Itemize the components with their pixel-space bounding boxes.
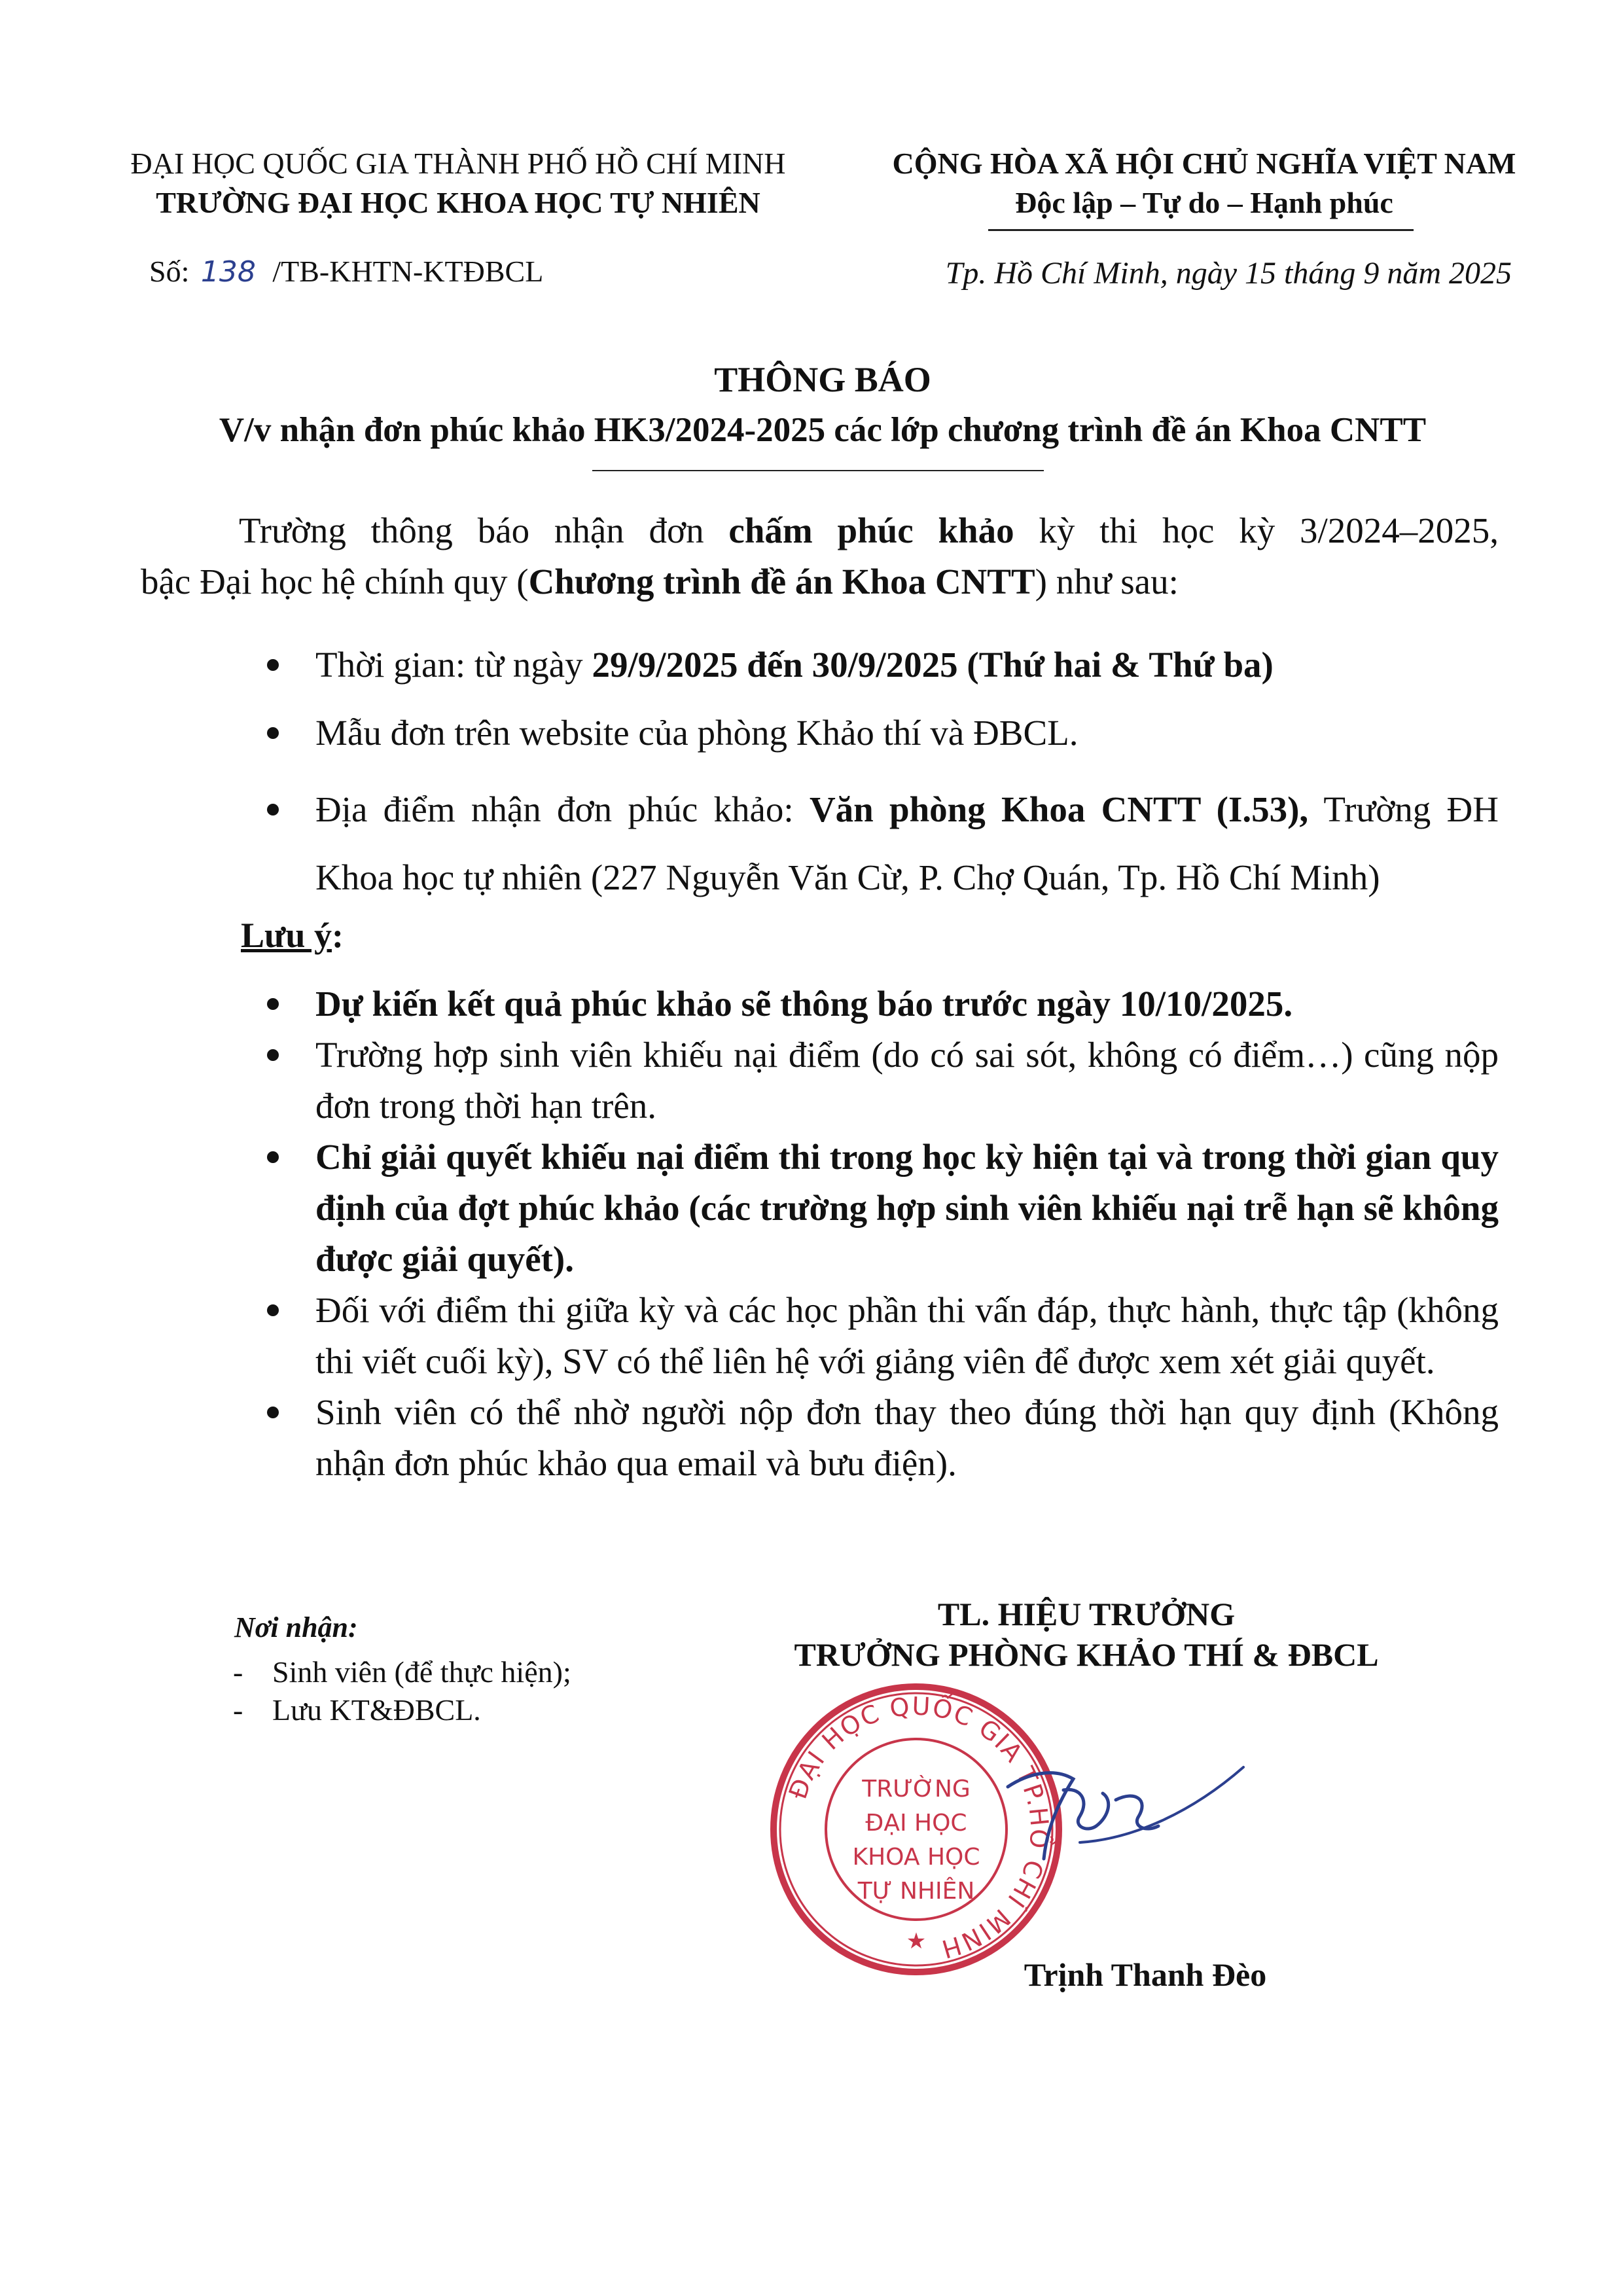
- stamp-center-line: TRƯỜNG: [862, 1776, 971, 1803]
- national-motto: Độc lập – Tự do – Hạnh phúc: [1015, 186, 1393, 219]
- list-item: [255, 1387, 1499, 1489]
- signer-name: Trịnh Thanh Đèo: [1024, 1956, 1267, 1993]
- document-subject: V/v nhận đơn phúc khảo HK3/2024-2025 các lớp chương trình đề án Khoa CNTT: [219, 411, 1427, 449]
- recipient-item: [233, 1691, 822, 1729]
- time-label: Thời gian: từ ngày: [315, 645, 592, 685]
- motto-underline: [988, 229, 1414, 231]
- details-list: [255, 639, 1499, 912]
- note-item-3: Chỉ giải quyết khiếu nại điểm thi trong học kỳ hiện tại và trong thời gian quy định của đợt phúc khảo (các trường hợp sinh viên khiếu nại trễ hạn sẽ không được giải quyết).: [315, 1137, 1499, 1279]
- handwritten-signature: [982, 1728, 1257, 1898]
- stamp-center-line: TỰ NHIÊN: [857, 1878, 975, 1905]
- stamp-ring-textpath: ĐẠI HỌC QUỐC GIA TP.HỒ CHÍ MINH: [783, 1691, 1054, 1964]
- bullet-icon: [267, 998, 279, 1010]
- bullet-icon: [267, 659, 279, 671]
- national-title: CỘNG HÒA XÃ HỘI CHỦ NGHĨA VIỆT NAM: [892, 147, 1516, 180]
- list-item: [255, 776, 1499, 912]
- intro-text-f: ) như sau:: [1035, 562, 1179, 601]
- intro-text-a: Trường thông báo nhận đơn: [239, 511, 729, 550]
- document-number-suffix: /TB-KHTN-KTĐBCL: [272, 255, 544, 288]
- bullet-icon: [267, 727, 279, 739]
- issuer-name: TRƯỜNG ĐẠI HỌC KHOA HỌC TỰ NHIÊN: [156, 186, 760, 219]
- recipient-dash: -: [233, 1655, 243, 1689]
- intro-line-2: [141, 556, 1499, 607]
- list-item: [255, 1285, 1499, 1387]
- form-info: Mẫu đơn trên website của phòng Khảo thí và ĐBCL.: [315, 713, 1079, 753]
- issuer-parent: ĐẠI HỌC QUỐC GIA THÀNH PHỐ HỒ CHÍ MINH: [130, 147, 786, 180]
- document-title: THÔNG BÁO: [714, 360, 931, 399]
- intro-text-b: chấm phúc khảo: [728, 511, 1014, 550]
- list-item: [255, 1030, 1499, 1132]
- place-office: Văn phòng Khoa CNTT (I.53),: [809, 789, 1309, 829]
- list-item: [255, 639, 1499, 691]
- signature-position: TRƯỞNG PHÒNG KHẢO THÍ & ĐBCL: [794, 1636, 1379, 1673]
- place-address: Trường ĐH Khoa học tự nhiên (227 Nguyễn Văn Cừ, P. Chợ Quán, Tp. Hồ Chí Minh): [315, 789, 1499, 897]
- stamp-center-line: ĐẠI HỌC: [865, 1810, 967, 1837]
- intro-line-1: [239, 505, 1499, 556]
- national-title-block: [844, 144, 1564, 223]
- recipient-item: [233, 1653, 822, 1691]
- stamp-center-line: KHOA HỌC: [852, 1844, 980, 1871]
- document-number-handwritten: 138: [200, 255, 256, 289]
- document-number: [149, 252, 543, 292]
- note-label: [241, 910, 344, 961]
- stamp-star-icon: ★: [906, 1929, 927, 1954]
- list-item: [255, 708, 1499, 759]
- recipient-dash: -: [233, 1693, 243, 1727]
- recipients-label: Nơi nhận:: [234, 1611, 358, 1643]
- recipients-block: [234, 1609, 823, 1729]
- bullet-icon: [267, 1407, 279, 1418]
- note-item-2: Trường hợp sinh viên khiếu nại điểm (do có sai sót, không có điểm…) cũng nộp đơn trong thời hạn trên.: [315, 1035, 1499, 1126]
- signature-authority: TL. HIỆU TRƯỞNG: [937, 1596, 1236, 1632]
- note-label-text: Lưu ý: [241, 916, 332, 955]
- bullet-icon: [267, 1049, 279, 1061]
- note-item-1: Dự kiến kết quả phúc khảo sẽ thông báo trước ngày 10/10/2025.: [315, 984, 1293, 1024]
- bullet-icon: [267, 1304, 279, 1316]
- note-item-4: Đối với điểm thi giữa kỳ và các học phần thi vấn đáp, thực hành, thực tập (không thi viết cuối kỳ), SV có thể liên hệ với giảng viên để được xem xét giải quyết.: [315, 1290, 1499, 1381]
- place-label: Địa điểm nhận đơn phúc khảo:: [315, 789, 810, 829]
- intro-text-d: bậc Đại học hệ chính quy (: [141, 562, 529, 601]
- intro-text-e: Chương trình đề án Khoa CNTT: [528, 562, 1035, 601]
- list-item: [255, 978, 1499, 1030]
- note-list: [255, 978, 1499, 1489]
- place-date: Tp. Hồ Chí Minh, ngày 15 tháng 9 năm 2025: [945, 256, 1512, 291]
- title-underline: [592, 470, 1044, 471]
- recipient-text: Lưu KT&ĐBCL.: [272, 1693, 481, 1727]
- document-number-prefix: Số:: [149, 255, 190, 288]
- time-value: 29/9/2025 đến 30/9/2025 (Thứ hai & Thứ ba): [592, 645, 1274, 685]
- bullet-icon: [267, 804, 279, 816]
- list-item: [255, 1132, 1499, 1285]
- note-label-colon: :: [331, 916, 344, 955]
- note-item-5: Sinh viên có thể nhờ người nộp đơn thay theo đúng thời hạn quy định (Không nhận đơn phúc khảo qua email và bưu điện).: [315, 1392, 1499, 1483]
- issuer-block: [92, 144, 825, 223]
- intro-text-c: kỳ thi học kỳ 3/2024–2025,: [1014, 511, 1499, 550]
- recipient-text: Sinh viên (để thực hiện);: [272, 1655, 571, 1689]
- signature-title: [740, 1594, 1433, 1675]
- bullet-icon: [267, 1151, 279, 1163]
